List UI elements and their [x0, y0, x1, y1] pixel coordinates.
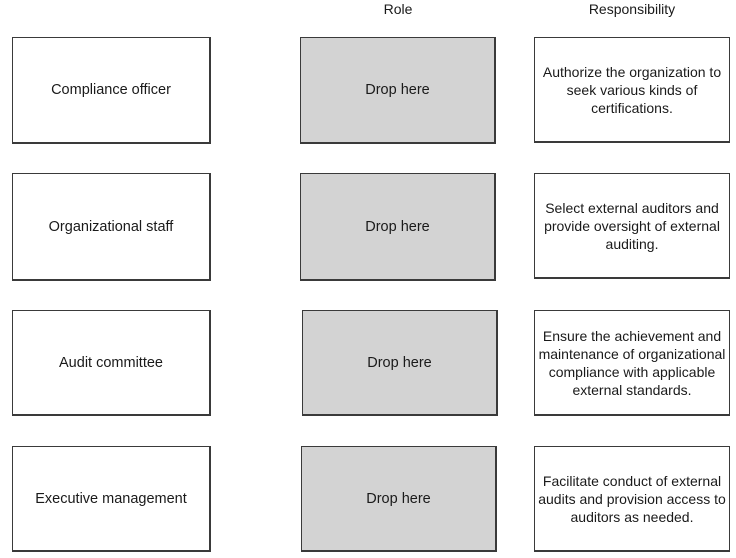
drop-target-2[interactable]: Drop here — [300, 173, 496, 281]
drop-target-3[interactable]: Drop here — [302, 310, 498, 416]
draggable-item-organizational-staff[interactable]: Organizational staff — [12, 173, 211, 281]
responsibility-text-2: Select external auditors and provide oversight of external auditing. — [534, 173, 730, 279]
draggable-item-audit-committee[interactable]: Audit committee — [12, 310, 211, 416]
drop-target-1[interactable]: Drop here — [300, 37, 496, 144]
responsibility-column-header: Responsibility — [588, 1, 676, 17]
drop-target-4[interactable]: Drop here — [301, 446, 497, 552]
responsibility-text-1: Authorize the organization to seek various kinds of certifications. — [534, 37, 730, 143]
responsibility-text-4: Facilitate conduct of external audits and provision access to auditors as needed. — [534, 446, 730, 552]
responsibility-text-3: Ensure the achievement and maintenance of organizational compliance with applicable external standards. — [534, 310, 730, 416]
draggable-item-compliance-officer[interactable]: Compliance officer — [12, 37, 211, 144]
role-column-header: Role — [383, 1, 413, 17]
draggable-item-executive-management[interactable]: Executive management — [12, 446, 211, 552]
